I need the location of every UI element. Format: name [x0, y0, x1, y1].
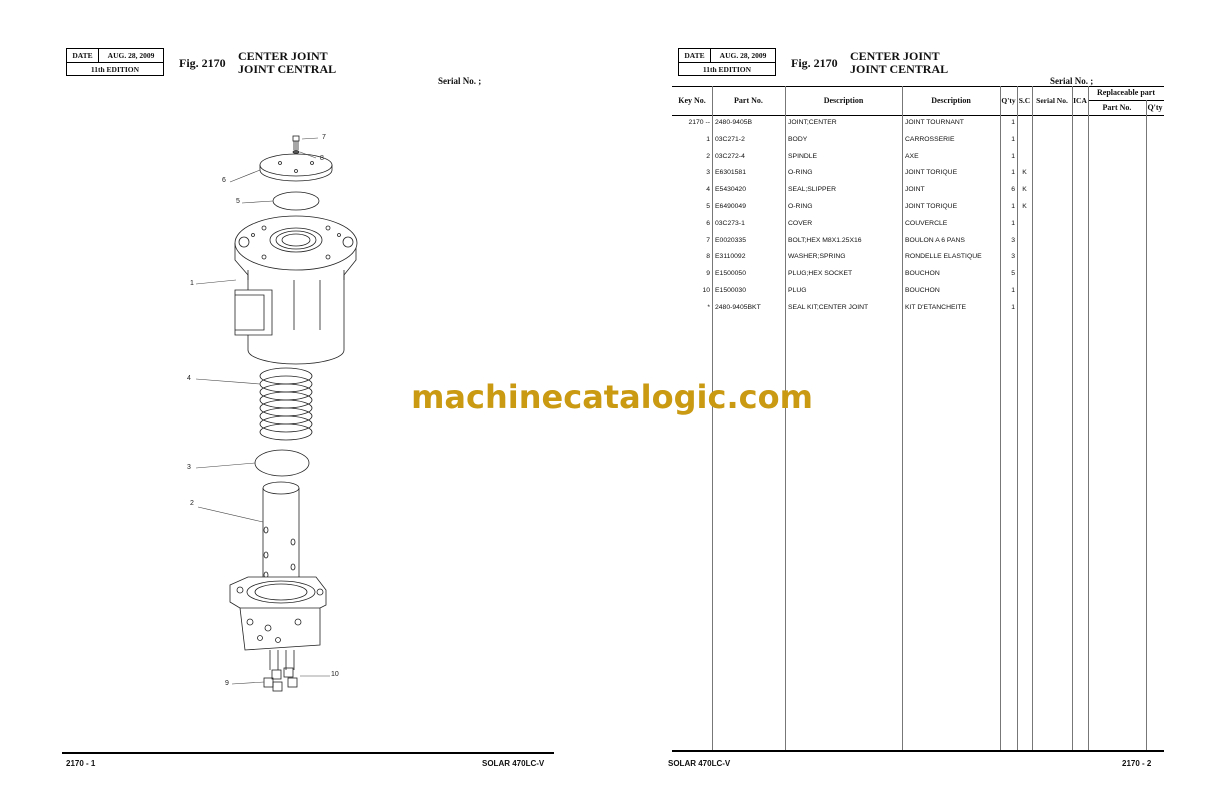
cell-key-no: 4: [706, 186, 710, 194]
plugs-part-9: [264, 668, 293, 691]
left-footer-page: 2170 - 1: [66, 759, 96, 768]
cell-qty: 1: [1011, 203, 1015, 210]
plug-part-10: [288, 678, 297, 687]
title-line1: CENTER JOINT: [238, 49, 328, 63]
cell-part-no: 2480-9405B: [715, 119, 753, 126]
cell-description-en: WASHER;SPRING: [788, 253, 846, 261]
cell-key-no: 8: [706, 253, 710, 261]
cell-sc: K: [1022, 203, 1027, 210]
cell-part-no: E5430420: [715, 186, 746, 194]
table-row: [672, 287, 1164, 299]
cell-key-no: 5: [706, 203, 710, 210]
cell-part-no: E6301581: [715, 169, 746, 177]
cell-qty: 1: [1011, 219, 1015, 227]
callout-1: 1: [190, 280, 194, 287]
cell-key-no: 9: [706, 270, 710, 278]
table-row: [672, 169, 1164, 181]
cell-qty: 5: [1011, 270, 1015, 278]
cell-key-no: 1: [706, 135, 710, 143]
callout-9: 9: [225, 680, 229, 687]
callout-2: 2: [190, 500, 194, 507]
table-row: [672, 136, 1164, 148]
cell-description-en: O-RING: [788, 203, 813, 210]
table-header-rule: [672, 115, 1164, 116]
table-row: [672, 237, 1164, 249]
date-value: AUG. 28, 2009: [107, 51, 155, 60]
callout-8: 8: [320, 155, 324, 162]
cell-qty: 1: [1011, 287, 1015, 294]
body-part-1: [235, 216, 357, 364]
bolt-part-7: [293, 136, 299, 150]
table-bottom-rule: [672, 750, 1164, 752]
header-key-no: Key No.: [678, 96, 706, 105]
callout-5: 5: [236, 198, 240, 205]
header-part-no: Part No.: [734, 96, 763, 105]
cell-qty: 3: [1011, 236, 1015, 244]
cell-description-en: JOINT;CENTER: [788, 119, 837, 126]
cell-description-fr: JOINT: [905, 186, 925, 194]
callout-7: 7: [322, 134, 326, 141]
cell-description-en: BOLT;HEX M8X1.25X16: [788, 236, 862, 244]
cell-part-no: 03C273-1: [715, 219, 745, 227]
cell-qty: 1: [1011, 135, 1015, 143]
cell-description-fr: CARROSSERIE: [905, 135, 955, 143]
date-label: DATE: [679, 49, 711, 62]
cell-part-no: E1500030: [715, 287, 746, 294]
cell-part-no: 2480-9405BKT: [715, 303, 761, 311]
date-label: DATE: [67, 49, 99, 62]
left-serial: Serial No. ;: [438, 76, 482, 86]
cell-qty: 6: [1011, 186, 1015, 194]
callout-4: 4: [187, 375, 191, 382]
header-description-en: Description: [823, 96, 864, 105]
table-row: [672, 270, 1164, 282]
cell-description-en: SEAL;SLIPPER: [788, 186, 836, 194]
cell-part-no: 03C271-2: [715, 135, 745, 143]
cell-description-fr: JOINT TORIQUE: [905, 169, 958, 177]
edition: 11th EDITION: [90, 65, 140, 74]
washer-part-8: [293, 151, 299, 154]
table-row: [672, 119, 1164, 131]
cell-description-fr: BOUCHON: [905, 287, 940, 294]
date-value: AUG. 28, 2009: [719, 51, 767, 60]
cell-description-fr: KIT D'ETANCHEITE: [905, 303, 967, 311]
table-row: [672, 304, 1164, 316]
cell-key-no: 7: [706, 236, 710, 244]
cell-description-en: PLUG: [788, 287, 807, 294]
header-rep-qty: Q'ty: [1147, 103, 1163, 112]
cell-description-en: BODY: [788, 135, 808, 143]
cell-qty: 1: [1011, 119, 1015, 126]
right-serial: Serial No. ;: [1050, 76, 1094, 86]
cell-part-no: 03C272-4: [715, 152, 745, 160]
header-replaceable-part: Replaceable part: [1097, 88, 1155, 97]
table-top-rule: [672, 86, 1164, 87]
cell-sc: K: [1022, 169, 1027, 177]
cell-description-fr: BOUCHON: [905, 270, 940, 278]
parts-table: [672, 86, 1164, 752]
left-fig-number: Fig. 2170: [179, 56, 226, 70]
table-row: [672, 186, 1164, 198]
replaceable-split-rule: [1088, 100, 1164, 101]
right-date-box: [678, 48, 776, 76]
cell-description-fr: AXE: [905, 152, 919, 160]
cell-qty: 1: [1011, 303, 1015, 311]
cell-description-fr: JOINT TORIQUE: [905, 203, 958, 210]
cell-part-no: E1500050: [715, 270, 746, 278]
left-fig-title: [238, 50, 336, 76]
left-date-box: [66, 48, 164, 76]
o-ring-part-5: [273, 192, 319, 210]
cell-key-no: *: [707, 303, 710, 311]
cell-key-no: 10: [702, 287, 710, 294]
watermark: machinecatalogic.com: [411, 378, 813, 416]
cell-qty: 1: [1011, 152, 1015, 160]
cell-description-en: SEAL KIT;CENTER JOINT: [788, 303, 869, 311]
title-line2: JOINT CENTRAL: [238, 62, 337, 76]
o-ring-part-3: [255, 450, 309, 476]
cell-key-no: 2170 --: [688, 119, 710, 126]
cell-qty: 1: [1011, 169, 1015, 177]
cell-key-no: 3: [706, 169, 710, 177]
cell-part-no: E3110092: [715, 253, 746, 261]
header-serial-no: Serial No.: [1036, 96, 1068, 105]
cell-description-fr: JOINT TOURNANT: [905, 119, 964, 126]
right-footer-page: 2170 - 2: [1122, 759, 1152, 768]
cell-description-en: O-RING: [788, 169, 813, 177]
callout-6: 6: [222, 177, 226, 184]
table-row: [672, 153, 1164, 165]
cell-part-no: E6490049: [715, 203, 746, 210]
cell-description-fr: BOULON A 6 PANS: [905, 236, 965, 244]
cell-key-no: 2: [706, 152, 710, 160]
right-fig-title: [850, 50, 948, 76]
callout-3: 3: [187, 464, 191, 471]
header-ica: ICA: [1073, 96, 1087, 105]
header-description-fr: Description: [931, 96, 971, 105]
cell-key-no: 6: [706, 219, 710, 227]
table-row: [672, 203, 1164, 215]
cell-qty: 3: [1011, 253, 1015, 261]
cell-description-en: COVER: [788, 219, 813, 227]
cell-description-fr: RONDELLE ELASTIQUE: [905, 253, 982, 261]
right-footer-model: SOLAR 470LC-V: [668, 759, 731, 768]
edition: 11th EDITION: [702, 65, 752, 74]
title-line1: CENTER JOINT: [850, 49, 940, 63]
cell-description-fr: COUVERCLE: [905, 219, 948, 227]
table-row: [672, 220, 1164, 232]
header-rep-part-no: Part No.: [1102, 103, 1132, 112]
table-row: [672, 253, 1164, 265]
cell-part-no: E0020335: [715, 236, 746, 244]
spindle-part-2: [263, 482, 299, 592]
cell-description-en: SPINDLE: [788, 152, 818, 160]
right-fig-number: Fig. 2170: [791, 56, 838, 70]
center-joint-exploded-diagram: [160, 130, 500, 710]
title-line2: JOINT CENTRAL: [850, 62, 949, 76]
flange-base: [230, 577, 326, 670]
header-qty: Q'ty: [1001, 96, 1016, 105]
header-sc: S.C: [1018, 96, 1031, 105]
callout-10: 10: [331, 671, 339, 678]
cell-sc: K: [1022, 186, 1027, 194]
left-footer-model: SOLAR 470LC-V: [482, 759, 545, 768]
left-footer-rule: [62, 752, 554, 754]
cell-description-en: PLUG;HEX SOCKET: [788, 270, 853, 278]
